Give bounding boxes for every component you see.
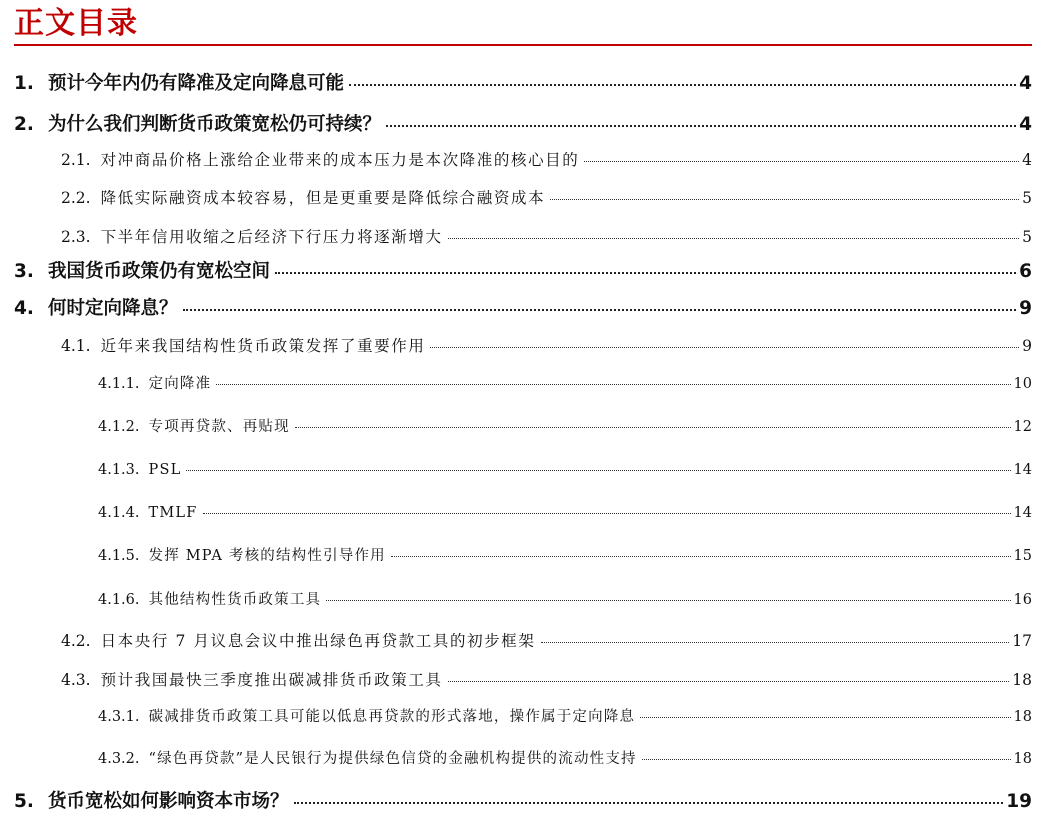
toc-number: 2. — [14, 114, 34, 135]
toc-number: 2.1. — [61, 151, 91, 169]
toc-title: 专项再贷款、再贴现 — [148, 419, 290, 435]
toc-title: 其他结构性货币政策工具 — [148, 592, 322, 608]
dot-leader — [203, 513, 1011, 514]
toc-entry-4-3-1[interactable] — [98, 706, 1032, 728]
toc-page-number: 4 — [1019, 73, 1032, 94]
toc-entry-2[interactable] — [14, 112, 1032, 138]
toc-number: 4.1. — [61, 337, 91, 355]
toc-number: 2.3. — [61, 228, 91, 246]
toc-number: 4. — [14, 298, 34, 319]
toc-page-number: 9 — [1019, 298, 1032, 319]
toc-entry-4-3[interactable] — [61, 669, 1032, 691]
toc-page-number: 16 — [1013, 592, 1032, 608]
dot-leader — [349, 84, 1016, 86]
toc-number: 4.1.6. — [98, 592, 140, 608]
toc-title: 发挥 MPA 考核的结构性引导作用 — [148, 548, 386, 564]
toc-entry-2-1[interactable] — [61, 149, 1032, 171]
dot-leader — [326, 600, 1010, 601]
page-title: 正文目录 — [14, 6, 138, 41]
toc-number: 4.1.4. — [98, 505, 140, 521]
toc-number: 4.3.1. — [98, 709, 140, 725]
dot-leader — [391, 556, 1011, 557]
toc-title: 何时定向降息？ — [48, 298, 178, 319]
toc-title: 日本央行 7 月议息会议中推出绿色再贷款工具的初步框架 — [100, 632, 536, 650]
toc-number: 4.1.2. — [98, 419, 140, 435]
dot-leader — [642, 759, 1011, 760]
toc-title: 我国货币政策仍有宽松空间 — [48, 261, 271, 282]
toc-entry-4[interactable] — [14, 296, 1032, 322]
toc-number: 4.2. — [61, 632, 91, 650]
toc-page-number: 4 — [1019, 114, 1032, 135]
toc-number: 5. — [14, 791, 34, 812]
toc-entry-3[interactable] — [14, 259, 1032, 285]
toc-entry-1[interactable] — [14, 71, 1032, 97]
toc-entry-4-1-5[interactable] — [98, 545, 1032, 567]
toc-title: 对冲商品价格上涨给企业带来的成本压力是本次降准的核心目的 — [100, 151, 580, 169]
toc-page-number: 9 — [1022, 337, 1032, 355]
dot-leader — [640, 717, 1010, 718]
toc-page-number: 17 — [1012, 632, 1032, 650]
dot-leader — [183, 309, 1017, 311]
dot-leader — [550, 199, 1019, 200]
dot-leader — [430, 347, 1019, 348]
toc-page-number: 18 — [1013, 751, 1032, 767]
toc-entry-4-2[interactable] — [61, 630, 1032, 652]
toc-entry-5[interactable] — [14, 789, 1032, 815]
dot-leader — [448, 681, 1010, 682]
dot-leader — [448, 238, 1020, 239]
toc-title: 碳减排货币政策工具可能以低息再贷款的形式落地，操作属于定向降息 — [148, 709, 636, 725]
toc-page-number: 10 — [1013, 376, 1032, 392]
toc-entry-4-1-2[interactable] — [98, 416, 1032, 438]
toc-page-number: 6 — [1019, 261, 1032, 282]
dot-leader — [216, 384, 1010, 385]
toc-entry-4-3-2[interactable] — [98, 748, 1032, 770]
dot-leader — [386, 125, 1016, 127]
dot-leader — [294, 802, 1004, 804]
toc-title: 为什么我们判断货币政策宽松仍可持续？ — [48, 114, 382, 135]
dot-leader — [186, 470, 1010, 471]
toc-page-number: 18 — [1012, 671, 1032, 689]
toc-title: 定向降准 — [148, 376, 212, 392]
toc-number: 3. — [14, 261, 34, 282]
toc-entry-4-1-3[interactable] — [98, 459, 1032, 481]
toc-page-number: 18 — [1013, 709, 1032, 725]
toc-entry-4-1-1[interactable] — [98, 373, 1032, 395]
title-underline — [14, 44, 1032, 46]
toc-title: 预计今年内仍有降准及定向降息可能 — [48, 73, 345, 94]
toc-number: 4.3. — [61, 671, 91, 689]
toc-number: 4.1.3. — [98, 462, 140, 478]
toc-title: “绿色再贷款”是人民银行为提供绿色信贷的金融机构提供的流动性支持 — [148, 751, 637, 767]
toc-page-number: 15 — [1013, 548, 1032, 564]
toc-page-number: 19 — [1006, 791, 1032, 812]
toc-title: 近年来我国结构性货币政策发挥了重要作用 — [100, 337, 426, 355]
dot-leader — [541, 642, 1010, 643]
toc-page-number: 14 — [1013, 505, 1032, 521]
dot-leader — [275, 272, 1016, 274]
toc-number: 4.1.5. — [98, 548, 140, 564]
toc-title: 预计我国最快三季度推出碳减排货币政策工具 — [100, 671, 443, 689]
toc-entry-2-2[interactable] — [61, 187, 1032, 209]
toc-number: 2.2. — [61, 189, 91, 207]
toc-number: 4.3.2. — [98, 751, 140, 767]
toc-title: TMLF — [148, 505, 198, 521]
toc-entry-4-1-6[interactable] — [98, 589, 1032, 611]
toc-page-number: 14 — [1013, 462, 1032, 478]
toc-title: PSL — [148, 462, 182, 478]
toc-page-number: 5 — [1022, 228, 1032, 246]
toc-entry-2-3[interactable] — [61, 226, 1032, 248]
toc-page-number: 4 — [1022, 151, 1032, 169]
toc-number: 1. — [14, 73, 34, 94]
toc-entry-4-1-4[interactable] — [98, 502, 1032, 524]
toc-title: 货币宽松如何影响资本市场？ — [48, 791, 289, 812]
toc-page-number: 12 — [1013, 419, 1032, 435]
toc-title: 下半年信用收缩之后经济下行压力将逐渐增大 — [100, 228, 443, 246]
toc-title: 降低实际融资成本较容易，但是更重要是降低综合融资成本 — [100, 189, 546, 207]
dot-leader — [295, 427, 1011, 428]
toc-entry-4-1[interactable] — [61, 335, 1032, 357]
toc-number: 4.1.1. — [98, 376, 140, 392]
toc-page-number: 5 — [1022, 189, 1032, 207]
dot-leader — [584, 161, 1019, 162]
